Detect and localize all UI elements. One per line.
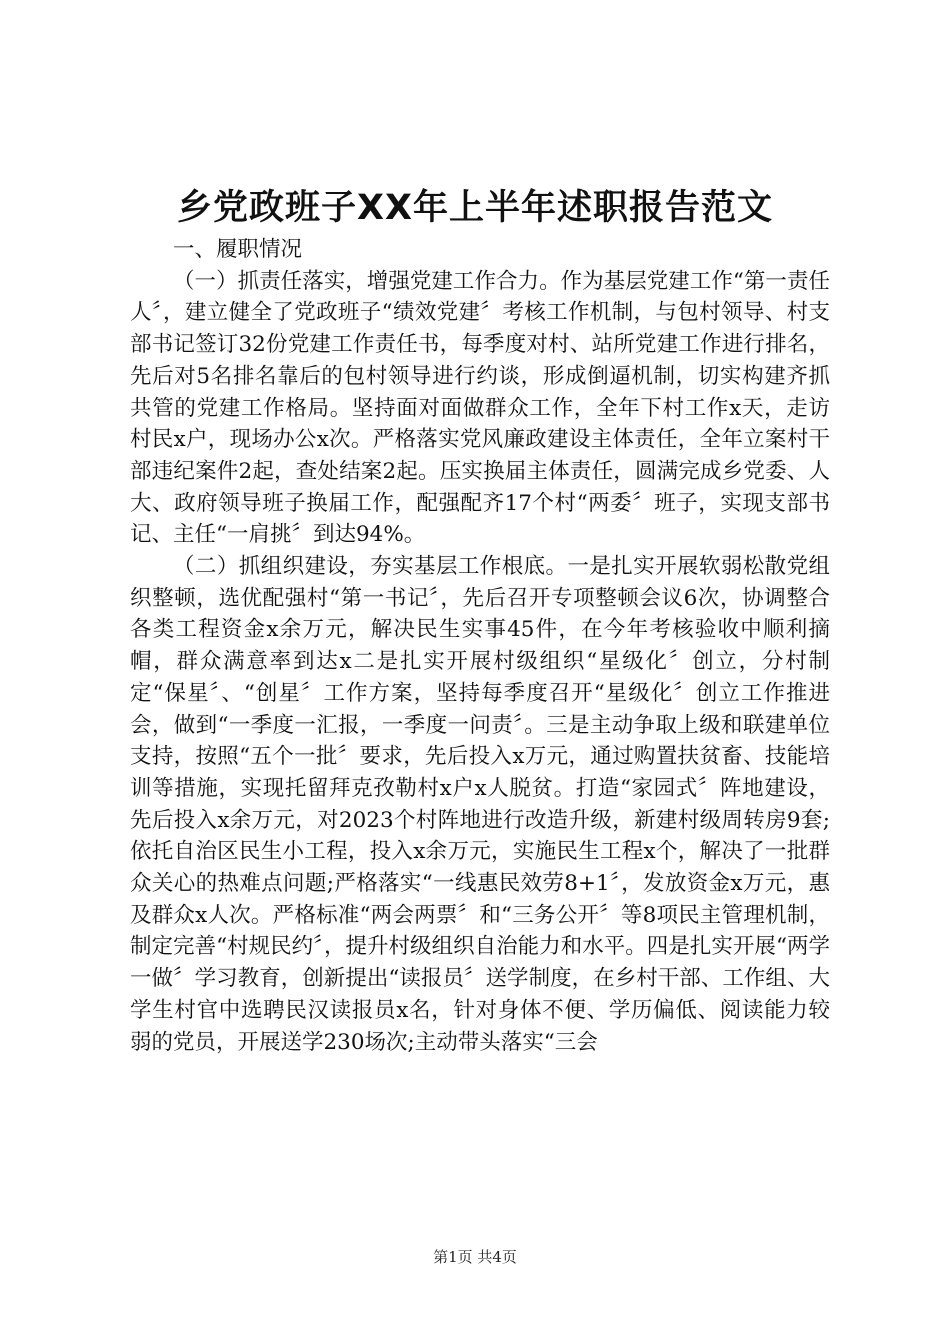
section-heading: 一、履职情况 xyxy=(173,237,303,262)
page-title: 乡党政班子XX年上半年述职报告范文 xyxy=(177,188,773,228)
page-number: 第1页 共4页 xyxy=(433,1248,517,1266)
paragraph-1: （一）抓责任落实，增强党建工作合力。作为基层党建工作“第一责任人〞，建立健全了党政班子“绩效党建〞考核工作机制，与包村领导、村支部书记签订32份党建工作责任书，每季度对村、站所党建工作进行排名，先后对5名排名靠后的包村领导进行约谈，形成倒逼机制，切实构建齐抓共管的党建工作格局。坚持面对面做群众工作，全年下村工作x天，走访村民x户，现场办公x次。严格落实党风廉政建设主体责任，全年立案村干部违纪案件2起，查处结案2起。压实换届主体责任，圆满完成乡党委、人大、政府领导班子换届工作，配强配齐17个村“两委〞班子，实现支部书记、主任“一肩挑〞到达94%。 xyxy=(130,268,830,548)
document-body xyxy=(130,234,830,1058)
paragraph-2: （二）抓组织建设，夯实基层工作根底。一是扎实开展软弱松散党组织整顿，选优配强村“第一书记〞，先后召开专项整顿会议6次，协调整合各类工程资金x余万元，解决民生实事45件，在今年考核验收中顺利摘帽，群众满意率到达x二是扎实开展村级组织“星级化〞创立，分村制定“保星〞、“创星〞工作方案，坚持每季度召开“星级化〞创立工作推进会，做到“一季度一汇报，一季度一问责〞。三是主动争取上级和联建单位支持，按照“五个一批〞要求，先后投入x万元，通过购置扶贫畜、技能培训等措施，实现托留拜克孜勒村x户x人脱贫。打造“家园式〞阵地建设，先后投入x余万元，对2023个村阵地进行改造升级，新建村级周转房9套;依托自治区民生小工程，投入x余万元，实施民生工程x个，解决了一批群众关心的热难点问题;严格落实“一线惠民效劳8+1〞，发放资金x万元，惠及群众x人次。严格标准“两会两票〞和“三务公开〞等8项民主管理机制，制定完善“村规民约〞，提升村级组织自治能力和水平。四是扎实开展“两学一做〞学习教育，创新提出“读报员〞送学制度，在乡村干部、工作组、大学生村官中选聘民汉读报员x名，针对身体不便、学历偏低、阅读能力较弱的党员，开展送学230场次;主动带头落实“三会 xyxy=(130,554,830,1055)
